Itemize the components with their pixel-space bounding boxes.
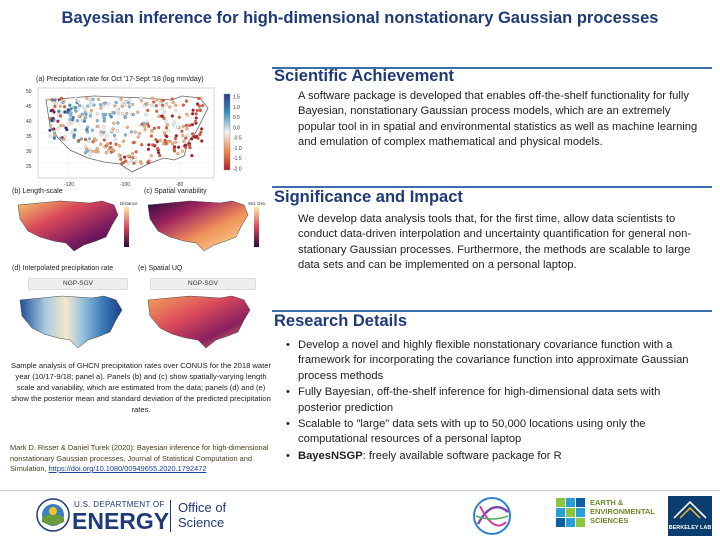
- station-point: [146, 103, 149, 106]
- station-point: [143, 122, 146, 125]
- station-point: [113, 104, 116, 107]
- station-point: [175, 134, 178, 137]
- panel-e-label: (e) Spatial UQ: [138, 265, 183, 272]
- station-point: [103, 116, 106, 119]
- achievement-heading: Scientific Achievement: [274, 67, 455, 85]
- station-point: [182, 104, 185, 107]
- station-point: [70, 121, 73, 124]
- station-point: [100, 130, 103, 133]
- station-point: [143, 104, 146, 107]
- station-point: [120, 98, 123, 101]
- station-point: [197, 97, 200, 100]
- station-point: [49, 135, 52, 138]
- station-point: [84, 145, 87, 148]
- station-point: [57, 127, 60, 130]
- details-bullet: [284, 449, 706, 464]
- latitude-tick-label: 25: [26, 164, 32, 170]
- station-point: [73, 106, 76, 109]
- details-bullet: • Develop a novel and highly flexible nonstationary covariance function with a framework for incorporating the covariance function into approximate Gaussian process methods: [284, 338, 706, 384]
- station-point: [99, 103, 102, 106]
- station-point: [167, 129, 170, 132]
- station-point: [151, 97, 154, 100]
- station-point: [102, 104, 105, 107]
- station-point: [88, 104, 91, 107]
- station-point: [193, 135, 196, 138]
- station-point: [195, 117, 198, 120]
- station-point: [127, 155, 130, 158]
- station-point: [115, 143, 118, 146]
- station-point: [116, 122, 119, 125]
- station-point: [164, 120, 167, 123]
- panel-c-label: (c) Spatial variability: [144, 188, 207, 195]
- station-point: [135, 160, 138, 163]
- station-point: [115, 101, 118, 104]
- station-point: [184, 144, 187, 147]
- station-point: [56, 120, 59, 123]
- station-point: [128, 105, 131, 108]
- station-point: [147, 160, 150, 163]
- station-point: [77, 100, 80, 103]
- panel-d-label: (d) Interpolated precipitation rate: [12, 265, 114, 272]
- station-point: [150, 104, 153, 107]
- station-point: [138, 132, 141, 135]
- panel-e-model-tag: NGP-SGV: [150, 278, 256, 290]
- panel-a-precipitation-map: [24, 86, 260, 190]
- panel-b-legend-title: Distance: [120, 201, 138, 206]
- station-point: [162, 99, 165, 102]
- station-point: [155, 104, 158, 107]
- station-point: [191, 132, 194, 135]
- station-point: [174, 109, 177, 112]
- station-point: [110, 151, 113, 154]
- colorbar-tick-label: 0.0: [233, 125, 240, 132]
- station-point: [107, 148, 110, 151]
- station-point: [155, 110, 158, 113]
- doe-line1: U.S. DEPARTMENT OF: [74, 500, 165, 509]
- station-point: [184, 137, 187, 140]
- station-point: [59, 105, 62, 108]
- station-point: [143, 125, 146, 128]
- station-point: [93, 104, 96, 107]
- station-point: [150, 135, 153, 138]
- station-point: [177, 146, 180, 149]
- footer-divider: [0, 490, 720, 491]
- latitude-tick-label: 45: [26, 104, 32, 110]
- station-point: [117, 108, 120, 111]
- station-point: [131, 152, 134, 155]
- station-point: [70, 107, 73, 110]
- station-point: [50, 119, 53, 122]
- station-point: [150, 154, 153, 157]
- station-point: [89, 98, 92, 101]
- station-point: [196, 103, 199, 106]
- station-point: [52, 128, 55, 131]
- station-point: [81, 113, 84, 116]
- station-point: [126, 126, 129, 129]
- station-point: [118, 144, 121, 147]
- office-line1: Office of: [178, 500, 227, 515]
- station-point: [190, 137, 193, 140]
- station-point: [156, 98, 159, 101]
- panel-d-model-tag: NGP-SGV: [28, 278, 128, 290]
- station-point: [199, 109, 202, 112]
- station-point: [159, 139, 162, 142]
- station-point: [87, 139, 90, 142]
- station-point: [164, 140, 167, 143]
- station-point: [78, 104, 81, 107]
- longitude-tick-label: -120: [64, 182, 75, 188]
- station-point: [123, 156, 126, 159]
- panel-e-spatial-uq-map: [142, 290, 266, 354]
- station-point: [130, 130, 133, 133]
- station-point: [84, 111, 87, 114]
- station-point: [53, 134, 56, 137]
- station-point: [112, 128, 115, 131]
- station-point: [140, 143, 143, 146]
- station-point: [59, 100, 62, 103]
- station-point: [136, 111, 139, 114]
- station-point: [153, 127, 156, 130]
- station-point: [127, 102, 130, 105]
- panel-a-label: (a) Precipitation rate for Oct '17-Sept '18 (log mm/day): [36, 76, 204, 83]
- panel-c-spatial-variability-map: [142, 197, 270, 259]
- station-point: [113, 134, 116, 137]
- station-point: [181, 150, 184, 153]
- doe-seal-icon: [36, 498, 70, 532]
- station-point: [96, 119, 99, 122]
- station-point: [108, 113, 111, 116]
- station-point: [194, 120, 197, 123]
- station-point: [132, 113, 135, 116]
- station-point: [96, 125, 99, 128]
- station-point: [84, 138, 87, 141]
- station-point: [62, 138, 65, 141]
- station-point: [135, 150, 138, 153]
- station-point: [64, 126, 67, 129]
- colorbar-tick-label: 1.5: [233, 94, 240, 101]
- panel-d-interpolated-map: [16, 290, 136, 354]
- station-point: [173, 145, 176, 148]
- station-point: [53, 137, 56, 140]
- eesa-line3: SCIENCES: [590, 516, 629, 525]
- station-point: [94, 139, 97, 142]
- station-point: [200, 131, 203, 134]
- station-point: [97, 98, 100, 101]
- panel-c-legend-title: Std. Dev.: [248, 201, 267, 206]
- station-point: [174, 141, 177, 144]
- station-point: [85, 128, 88, 131]
- achievement-body: A software package is developed that enables off-the-shelf functionality for fully Bayesian, nonstationary Gaussian process models, which are an extremely popular tool in in spatial and environmental statistics as well as machine learning and emulation of complex mathematical and physical models.: [298, 90, 698, 149]
- station-point: [163, 111, 166, 114]
- station-point: [165, 135, 168, 138]
- station-point: [96, 113, 99, 116]
- citation: [10, 443, 278, 475]
- berkeley-lab-mark-icon: [668, 496, 712, 522]
- station-point: [200, 127, 203, 130]
- station-point: [176, 152, 179, 155]
- station-point: [159, 102, 162, 105]
- colorbar-tick-label: -1.5: [233, 156, 242, 163]
- station-point: [186, 127, 189, 130]
- station-point: [146, 109, 149, 112]
- citation-text: Mark D. Risser & Daniel Turek (2020): Bayesian inference for high-dimensional nonstationary Gaussian processes, Journal of Statistical Computation and Simulation,: [10, 443, 269, 473]
- station-point: [105, 135, 108, 138]
- station-point: [84, 116, 87, 119]
- station-point: [168, 106, 171, 109]
- station-point: [173, 121, 176, 124]
- station-point: [174, 137, 177, 140]
- station-point: [201, 104, 204, 107]
- station-point: [71, 131, 74, 134]
- station-point: [63, 111, 66, 114]
- eesa-line2: ENVIRONMENTAL: [590, 507, 655, 516]
- station-point: [123, 103, 126, 106]
- package-description: : freely available software package for R: [362, 449, 562, 462]
- longitude-tick-label: -100: [120, 182, 131, 188]
- station-point: [144, 128, 147, 131]
- station-point: [165, 103, 168, 106]
- station-point: [63, 105, 66, 108]
- doe-energy-wordmark: ENERGY: [72, 508, 170, 534]
- station-point: [99, 107, 102, 110]
- station-point: [121, 112, 124, 115]
- station-point: [106, 143, 109, 146]
- station-point: [172, 101, 175, 104]
- station-point: [49, 129, 52, 132]
- station-point: [112, 122, 115, 125]
- station-point: [176, 126, 179, 129]
- station-point: [185, 100, 188, 103]
- station-point: [53, 99, 56, 102]
- station-point: [140, 97, 143, 100]
- station-point: [171, 98, 174, 101]
- station-point: [74, 97, 77, 100]
- station-point: [100, 133, 103, 136]
- station-point: [182, 125, 185, 128]
- station-point: [103, 139, 106, 142]
- station-point: [66, 111, 69, 114]
- station-point: [147, 125, 150, 128]
- station-point: [151, 144, 154, 147]
- latitude-tick-label: 30: [26, 149, 32, 155]
- station-point: [53, 111, 56, 114]
- station-point: [124, 134, 127, 137]
- station-point: [186, 134, 189, 137]
- station-point: [140, 99, 143, 102]
- station-point: [200, 140, 203, 143]
- station-point: [122, 140, 125, 143]
- station-point: [118, 154, 121, 157]
- station-point: [125, 112, 128, 115]
- station-point: [134, 131, 137, 134]
- details-bullet: • Scalable to "large" data sets with up to 50,000 locations using only the computational resources of a personal laptop: [284, 417, 706, 448]
- station-point: [49, 124, 52, 127]
- station-point: [156, 147, 159, 150]
- citation-doi-link[interactable]: https://doi.org/10.1080/00949655.2020.1792472: [48, 464, 207, 473]
- station-point: [77, 139, 80, 142]
- station-point: [112, 111, 115, 114]
- station-point: [147, 148, 150, 151]
- station-point: [57, 110, 60, 113]
- station-point: [178, 116, 181, 119]
- station-point: [69, 118, 72, 121]
- details-heading: Research Details: [274, 312, 407, 330]
- colorbar-tick-label: 1.0: [233, 104, 240, 111]
- station-point: [124, 116, 127, 119]
- page-title: Bayesian inference for high-dimensional nonstationary Gaussian processes: [61, 9, 659, 27]
- station-point: [163, 131, 166, 134]
- station-point: [157, 151, 160, 154]
- station-point: [161, 107, 164, 110]
- eesa-logo-icon: [556, 498, 586, 528]
- station-point: [99, 143, 102, 146]
- station-point: [165, 126, 168, 129]
- details-bullet: • Fully Bayesian, off-the-shelf inference for high-dimensional data sets with posterior prediction: [284, 385, 706, 416]
- colorbar-tick-label: -2.0: [233, 166, 242, 173]
- berkeley-lab-logo: [668, 496, 712, 536]
- station-point: [107, 103, 110, 106]
- station-point: [181, 134, 184, 137]
- station-point: [185, 124, 188, 127]
- research-logo-icon: [470, 494, 514, 538]
- station-point: [114, 138, 117, 141]
- station-point: [73, 134, 76, 137]
- station-point: [166, 123, 169, 126]
- details-list: [284, 338, 706, 465]
- station-point: [88, 154, 91, 157]
- station-point: [196, 109, 199, 112]
- station-point: [102, 125, 105, 128]
- station-point: [127, 162, 130, 165]
- station-point: [92, 98, 95, 101]
- latitude-tick-label: 50: [26, 89, 32, 95]
- station-point: [76, 108, 79, 111]
- station-point: [158, 115, 161, 118]
- station-point: [191, 112, 194, 115]
- station-point: [147, 143, 150, 146]
- station-point: [80, 137, 83, 140]
- panel-b-length-scale-map: [10, 197, 142, 259]
- station-point: [171, 115, 174, 118]
- station-point: [190, 154, 193, 157]
- station-point: [81, 105, 84, 108]
- station-point: [188, 124, 191, 127]
- station-point: [105, 151, 108, 154]
- station-point: [86, 150, 89, 153]
- station-point: [50, 109, 53, 112]
- station-point: [119, 158, 122, 161]
- station-point: [91, 129, 94, 132]
- station-point: [160, 115, 163, 118]
- station-point: [51, 99, 54, 102]
- station-point: [144, 113, 147, 116]
- station-point: [128, 99, 131, 102]
- station-point: [131, 103, 134, 106]
- station-point: [104, 113, 107, 116]
- station-point: [130, 159, 133, 162]
- station-point: [92, 140, 95, 143]
- station-point: [83, 120, 86, 123]
- colorbar-tick-label: 0.5: [233, 115, 240, 122]
- station-point: [78, 115, 81, 118]
- station-point: [94, 150, 97, 153]
- station-point: [151, 130, 154, 133]
- station-point: [195, 112, 198, 115]
- package-name: BayesNSGP: [298, 449, 363, 462]
- station-point: [53, 105, 56, 108]
- station-point: [116, 129, 119, 132]
- station-point: [172, 124, 175, 127]
- station-point: [109, 142, 112, 145]
- station-point: [137, 136, 140, 139]
- station-point: [134, 156, 137, 159]
- colorbar-tick-label: -0.5: [233, 135, 242, 142]
- latitude-tick-label: 40: [26, 119, 32, 125]
- figure-caption: Sample analysis of GHCN precipitation rates over CONUS for the 2018 water year (10/17-9/18; panel a). Panels (b) and (c) show spatially-varying length scale and variability, which are estimated from the data; panels (d) and (e) show the posterior mean and standard deviation of the predicted precipitation rates.: [11, 361, 271, 414]
- station-point: [72, 116, 75, 119]
- significance-body: We develop data analysis tools that, for the first time, allow data scientists to conduct data-driven interpolation and uncertainty quantification for general non-stationary Gaussian processes. Furthermore, the methods are scalable to large data sets and can be implemented on a personal laptop.: [298, 213, 692, 272]
- station-point: [89, 114, 92, 117]
- station-point: [85, 97, 88, 100]
- eesa-line1: EARTH &: [590, 498, 624, 507]
- station-point: [182, 140, 185, 143]
- station-point: [158, 154, 161, 157]
- station-point: [59, 137, 62, 140]
- station-point: [174, 104, 177, 107]
- station-point: [132, 141, 135, 144]
- station-point: [167, 140, 170, 143]
- station-point: [124, 160, 127, 163]
- panel-b-label: (b) Length-scale: [12, 188, 63, 195]
- station-point: [90, 109, 93, 112]
- station-point: [192, 109, 195, 112]
- station-point: [96, 147, 99, 150]
- station-point: [68, 122, 71, 125]
- station-point: [185, 113, 188, 116]
- station-point: [180, 130, 183, 133]
- station-point: [102, 131, 105, 134]
- significance-heading: Significance and Impact: [274, 188, 463, 206]
- station-point: [140, 162, 143, 165]
- station-point: [117, 112, 120, 115]
- station-point: [152, 101, 155, 104]
- logo-divider: [170, 500, 171, 532]
- station-point: [91, 150, 94, 153]
- station-point: [68, 104, 71, 107]
- station-point: [69, 114, 72, 117]
- station-point: [62, 124, 65, 127]
- station-point: [76, 119, 79, 122]
- station-point: [171, 142, 174, 145]
- station-point: [154, 138, 157, 141]
- station-point: [74, 129, 77, 132]
- longitude-tick-label: -80: [176, 182, 184, 188]
- station-point: [84, 108, 87, 111]
- colorbar-tick-label: -1.0: [233, 145, 242, 152]
- station-point: [59, 115, 62, 118]
- station-point: [189, 146, 192, 149]
- office-line2: Science: [178, 515, 225, 530]
- station-point: [191, 123, 194, 126]
- latitude-tick-label: 35: [26, 134, 32, 140]
- station-point: [157, 126, 160, 129]
- berkeley-lab-text: BERKELEY LAB: [668, 525, 712, 531]
